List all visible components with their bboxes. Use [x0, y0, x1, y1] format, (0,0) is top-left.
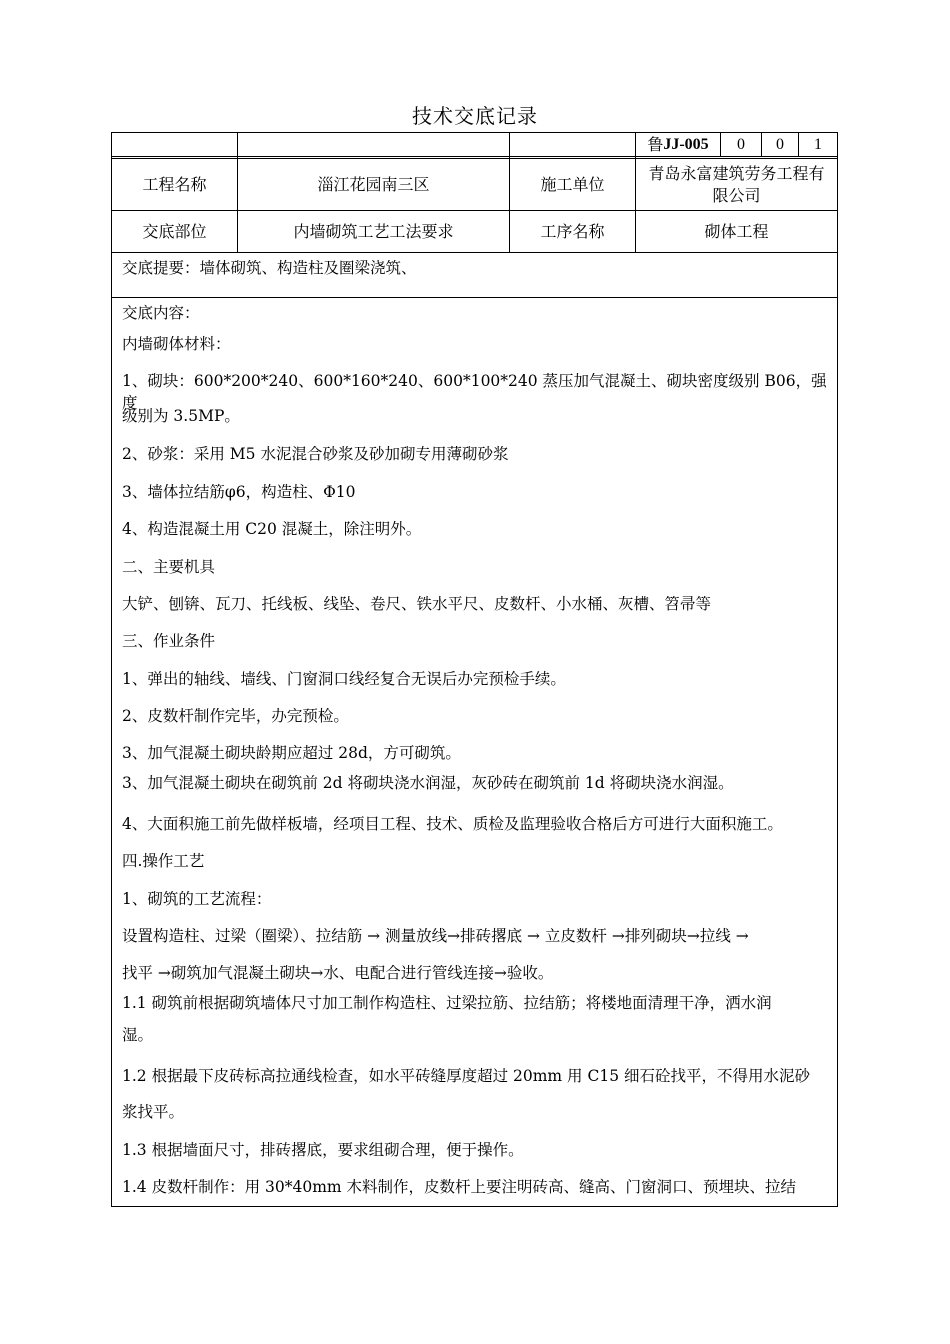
code-digit: 0 [776, 135, 784, 153]
content-line: 3、墙体拉结筋φ6，构造柱、Φ10 [122, 483, 356, 501]
content-line: 三、作业条件 [122, 632, 216, 650]
content-line: 4、构造混凝土用 C20 混凝土，除注明外。 [122, 520, 422, 538]
content-line: 3、加气混凝土砌块在砌筑前 2d 将砌块浇水润湿，灰砂砖在砌筑前 1d 将砌块浇水润湿。 [122, 774, 734, 792]
content-line: 湿。 [122, 1026, 154, 1044]
project-name-value: 淄江花园南三区 [317, 174, 430, 194]
row-divider [111, 252, 838, 253]
row-divider [111, 156, 838, 157]
content-line: 1.2 根据最下皮砖标高拉通线检查，如水平砖缝厚度超过 20mm 用 C15 细石砼找平，不得用水泥砂 [122, 1067, 810, 1085]
content-line: 浆找平。 [122, 1103, 185, 1121]
record-code [636, 133, 720, 156]
location-label: 交底部位 [142, 221, 207, 241]
project-name-label: 工程名称 [142, 174, 207, 194]
contractor-label: 施工单位 [540, 174, 605, 194]
contractor-line: 限公司 [712, 185, 761, 205]
table-border-left [111, 132, 112, 1207]
content-line: 1.1 砌筑前根据砌筑墙体尺寸加工制作构造柱、过梁拉筋、拉结筋；将楼地面清理干净，洒水润 [122, 994, 772, 1012]
contractor-line: 青岛永富建筑劳务工程有 [648, 163, 825, 183]
content-line: 1、砌块：600*200*240、600*160*240、600*100*240 蒸压加气混凝土、砌块密度级别 B06，强度 [122, 372, 827, 412]
process-value: 砌体工程 [704, 221, 769, 241]
content-line: 二、主要机具 [122, 558, 216, 576]
content-line: 1.4 皮数杆制作：用 30*40mm 木料制作，皮数杆上要注明砖高、缝高、门窗洞口、预埋块、拉结 [122, 1178, 797, 1196]
content-line: 级别为 3.5MP。 [122, 407, 240, 425]
content-line: 交底内容： [122, 304, 200, 322]
content-line: 2、皮数杆制作完毕，办完预检。 [122, 707, 349, 725]
summary-text: 交底提要：墙体砌筑、构造柱及圈梁浇筑、 [122, 259, 417, 277]
content-line: 1、弹出的轴线、墙线、门窗洞口线经复合无误后办完预检手续。 [122, 670, 566, 688]
code-prefix: 鲁 [647, 134, 664, 154]
table-border-bottom [111, 1206, 838, 1207]
code-digit: 0 [737, 135, 745, 153]
content-line: 找平 →砌筑加气混凝土砌块→水、电配合进行管线连接→验收。 [122, 964, 554, 982]
content-line: 4、大面积施工前先做样板墙，经项目工程、技术、质检及监理验收合格后方可进行大面积施工。 [122, 815, 783, 833]
table-border-right [837, 132, 838, 1207]
content-line: 3、加气混凝土砌块龄期应超过 28d，方可砌筑。 [122, 744, 461, 762]
location-value: 内墙砌筑工艺工法要求 [293, 221, 454, 241]
content-line: 2、砂浆：采用 M5 水泥混合砂浆及砂加砌专用薄砌砂浆 [122, 445, 509, 463]
content-line: 设置构造柱、过梁（圈梁）、拉结筋 → 测量放线→排砖撂底 → 立皮数杆 →排列砌块→拉线 → [122, 927, 749, 945]
code-digit: 1 [814, 135, 822, 153]
row-divider [111, 297, 838, 298]
code-id: JJ-005 [663, 135, 709, 153]
content-line: 内墙砌体材料： [122, 335, 231, 353]
content-line: 四.操作工艺 [122, 852, 205, 870]
content-line: 大铲、刨锛、瓦刀、托线板、线坠、卷尺、铁水平尺、皮数杆、小水桶、灰槽、笤帚等 [122, 595, 712, 613]
page-title: 技术交底记录 [412, 104, 538, 128]
content-line: 1、砌筑的工艺流程： [122, 890, 272, 908]
contractor-value [636, 159, 837, 210]
content-line: 1.3 根据墙面尺寸，排砖撂底，要求组砌合理，便于操作。 [122, 1141, 524, 1159]
process-label: 工序名称 [540, 221, 605, 241]
